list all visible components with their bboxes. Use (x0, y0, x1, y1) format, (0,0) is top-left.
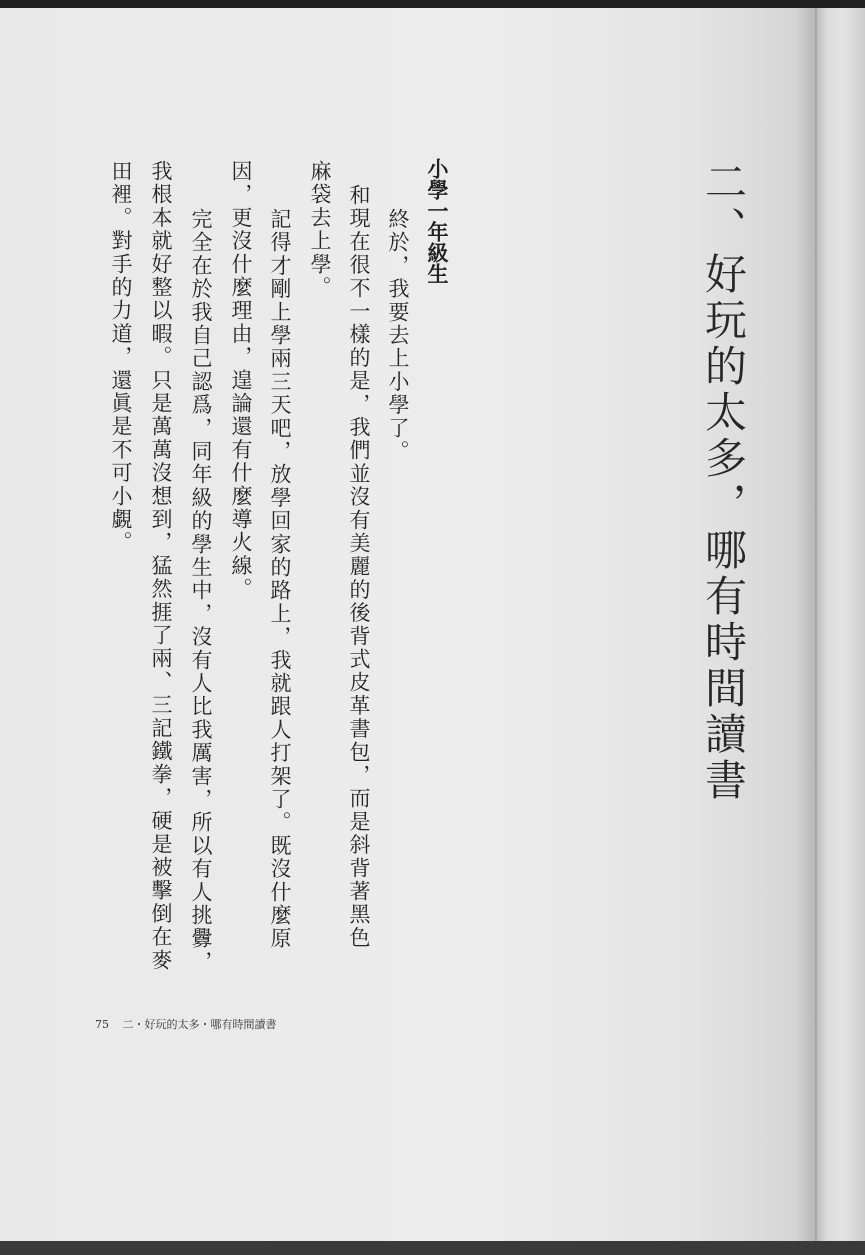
body-line-4: 記得才剛上學兩三天吧，放學回家的路上，我就跟人打架了。既沒什麼原 (268, 208, 292, 951)
adjacent-page-edge (815, 8, 865, 1241)
scan-bottom-edge (0, 1241, 865, 1255)
chapter-title: 二、好玩的太多，哪有時間讀書 (699, 160, 748, 804)
running-title: 二・好玩的太多・哪有時間讀書 (122, 1018, 277, 1031)
page-footer (95, 1016, 277, 1032)
page-number: 75 (95, 1018, 109, 1031)
body-line-5: 因，更沒什麼理由，遑論還有什麼導火線。 (229, 160, 253, 601)
body-line-1: 終於，我要去上小學了。 (386, 208, 410, 464)
gutter-shadow (795, 8, 817, 1241)
body-line-8: 田裡。對手的力道，還眞是不可小覷。 (109, 160, 133, 555)
scan-top-edge (0, 0, 865, 8)
body-line-6: 完全在於我自己認爲，同年級的學生中，沒有人比我厲害，所以有人挑釁， (189, 208, 213, 974)
body-line-3: 麻袋去上學。 (308, 160, 332, 300)
body-line-2: 和現在很不一樣的是，我們並沒有美麗的後背式皮革書包，而是斜背著黑色 (347, 184, 371, 950)
section-heading: 小學一年級生 (425, 158, 449, 284)
body-line-7: 我根本就好整以暇。只是萬萬沒想到，猛然捱了兩、三記鐵拳，硬是被擊倒在麥 (149, 160, 173, 972)
